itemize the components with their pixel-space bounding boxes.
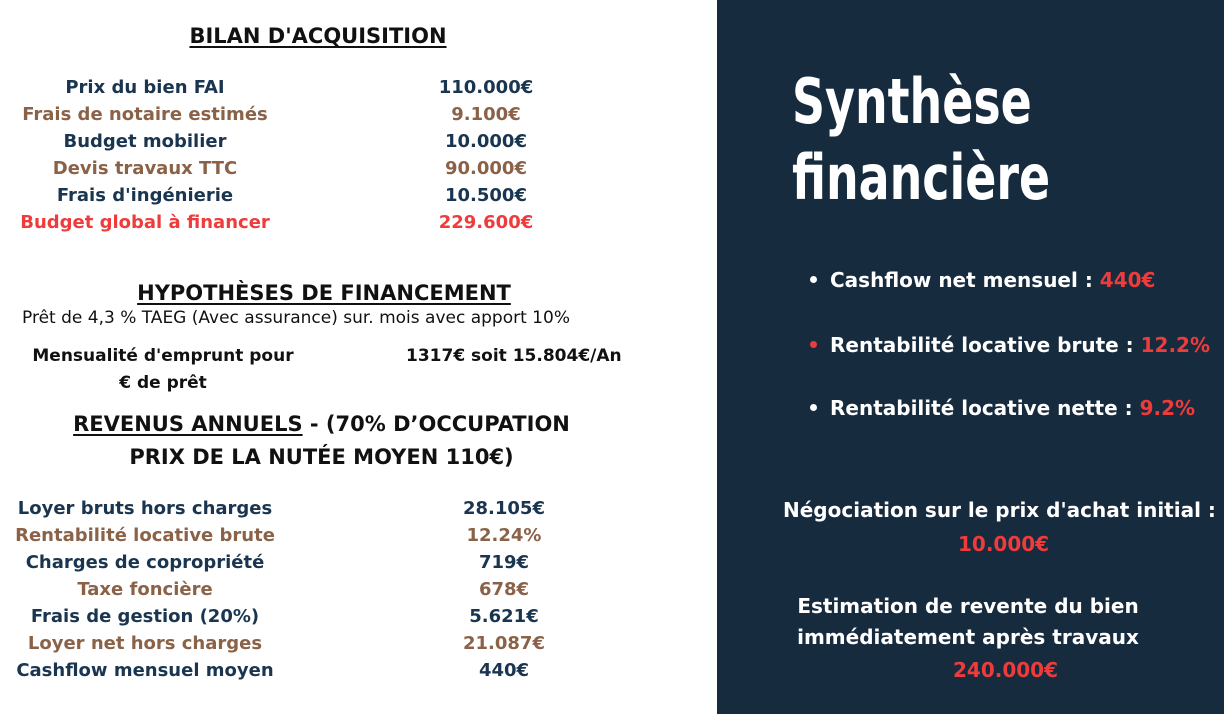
mensualite-label-line1: Mensualité d'emprunt pour bbox=[32, 346, 294, 366]
revenus-title-rest: - (70% D’OCCUPATION bbox=[302, 412, 570, 436]
revenus-row bbox=[0, 525, 717, 552]
revenus-label: Cashflow mensuel moyen bbox=[16, 660, 274, 681]
revenus-title bbox=[0, 412, 643, 436]
bilan-value: 10.500€ bbox=[445, 185, 527, 206]
bullet-cashflow bbox=[810, 268, 1155, 292]
bilan-value: 10.000€ bbox=[445, 131, 527, 152]
revenus-row bbox=[0, 579, 717, 606]
revenus-row bbox=[0, 498, 717, 525]
financement-title: HYPOTHÈSES DE FINANCEMENT bbox=[137, 281, 511, 305]
bilan-label: Frais de notaire estimés bbox=[22, 104, 268, 125]
revenus-label: Loyer bruts hors charges bbox=[17, 498, 273, 519]
bilan-row bbox=[0, 185, 717, 212]
revenus-row bbox=[0, 660, 717, 687]
mensualite-label-line2: € de prêt bbox=[119, 373, 207, 393]
bullet-value: 12.2% bbox=[1140, 333, 1211, 357]
bilan-row bbox=[0, 131, 717, 158]
revenus-row bbox=[0, 606, 717, 633]
revenus-title-line2: PRIX DE LA NUTÉE MOYEN 110€) bbox=[129, 445, 514, 469]
synthese-title bbox=[792, 64, 1050, 216]
bilan-label: Prix du bien FAI bbox=[65, 77, 225, 98]
revenus-value: 28.105€ bbox=[463, 498, 545, 519]
bilan-value: 110.000€ bbox=[438, 77, 534, 98]
bilan-title: BILAN D'ACQUISITION bbox=[189, 24, 447, 48]
revente-line2: immédiatement après travaux bbox=[797, 625, 1139, 649]
bullet-label: Rentabilité locative brute : bbox=[830, 333, 1141, 357]
synthese-title-line1: Synthèse bbox=[792, 65, 1032, 138]
revenus-value: 21.087€ bbox=[463, 633, 545, 654]
negociation-label: Négociation sur le prix d'achat initial : bbox=[783, 498, 1216, 522]
bullet-rentabilite-nette bbox=[810, 396, 1195, 420]
loan-text: Prêt de 4,3 % TAEG (Avec assurance) sur. mois avec apport 10% bbox=[22, 308, 570, 328]
revenus-label: Loyer net hors charges bbox=[27, 633, 263, 654]
revente-line1: Estimation de revente du bien bbox=[797, 594, 1139, 618]
bilan-total-label: Budget global à financer bbox=[20, 212, 270, 233]
negociation-value: 10.000€ bbox=[958, 532, 1050, 556]
revenus-value: 5.621€ bbox=[469, 606, 539, 627]
revenus-value: 719€ bbox=[478, 552, 530, 573]
bilan-row bbox=[0, 104, 717, 131]
revenus-title-underlined: REVENUS ANNUELS bbox=[73, 412, 303, 436]
revente-value: 240.000€ bbox=[953, 658, 1059, 682]
revenus-row bbox=[0, 552, 717, 579]
bullet-label: Rentabilité locative nette : bbox=[830, 396, 1140, 420]
bullet-dot-icon bbox=[810, 276, 817, 283]
synthese-title-line2: financière bbox=[792, 141, 1051, 214]
revenus-value: 678€ bbox=[478, 579, 530, 600]
bilan-row bbox=[0, 158, 717, 185]
bilan-total-row bbox=[0, 212, 717, 239]
bullet-value: 9.2% bbox=[1139, 396, 1196, 420]
bilan-total-value: 229.600€ bbox=[438, 212, 534, 233]
bilan-value: 90.000€ bbox=[445, 158, 527, 179]
bullet-rentabilite-brute bbox=[810, 333, 1210, 357]
bilan-label: Budget mobilier bbox=[63, 131, 227, 152]
revenus-label: Rentabilité locative brute bbox=[15, 525, 275, 546]
revenus-row bbox=[0, 633, 717, 660]
revenus-label: Charges de copropriété bbox=[25, 552, 265, 573]
bullet-label: Cashflow net mensuel : bbox=[830, 268, 1100, 292]
revenus-value: 440€ bbox=[478, 660, 530, 681]
bilan-label: Devis travaux TTC bbox=[52, 158, 238, 179]
revenus-label: Taxe foncière bbox=[77, 579, 213, 600]
revenus-value: 12.24% bbox=[466, 525, 542, 546]
bilan-label: Frais d'ingénierie bbox=[56, 185, 234, 206]
bullet-value: 440€ bbox=[1099, 268, 1156, 292]
bullet-dot-icon bbox=[810, 341, 817, 348]
bilan-row bbox=[0, 77, 717, 104]
mensualite-value: 1317€ soit 15.804€/An bbox=[406, 346, 622, 366]
bullet-dot-icon bbox=[810, 404, 817, 411]
bilan-value: 9.100€ bbox=[451, 104, 521, 125]
revenus-label: Frais de gestion (20%) bbox=[30, 606, 260, 627]
